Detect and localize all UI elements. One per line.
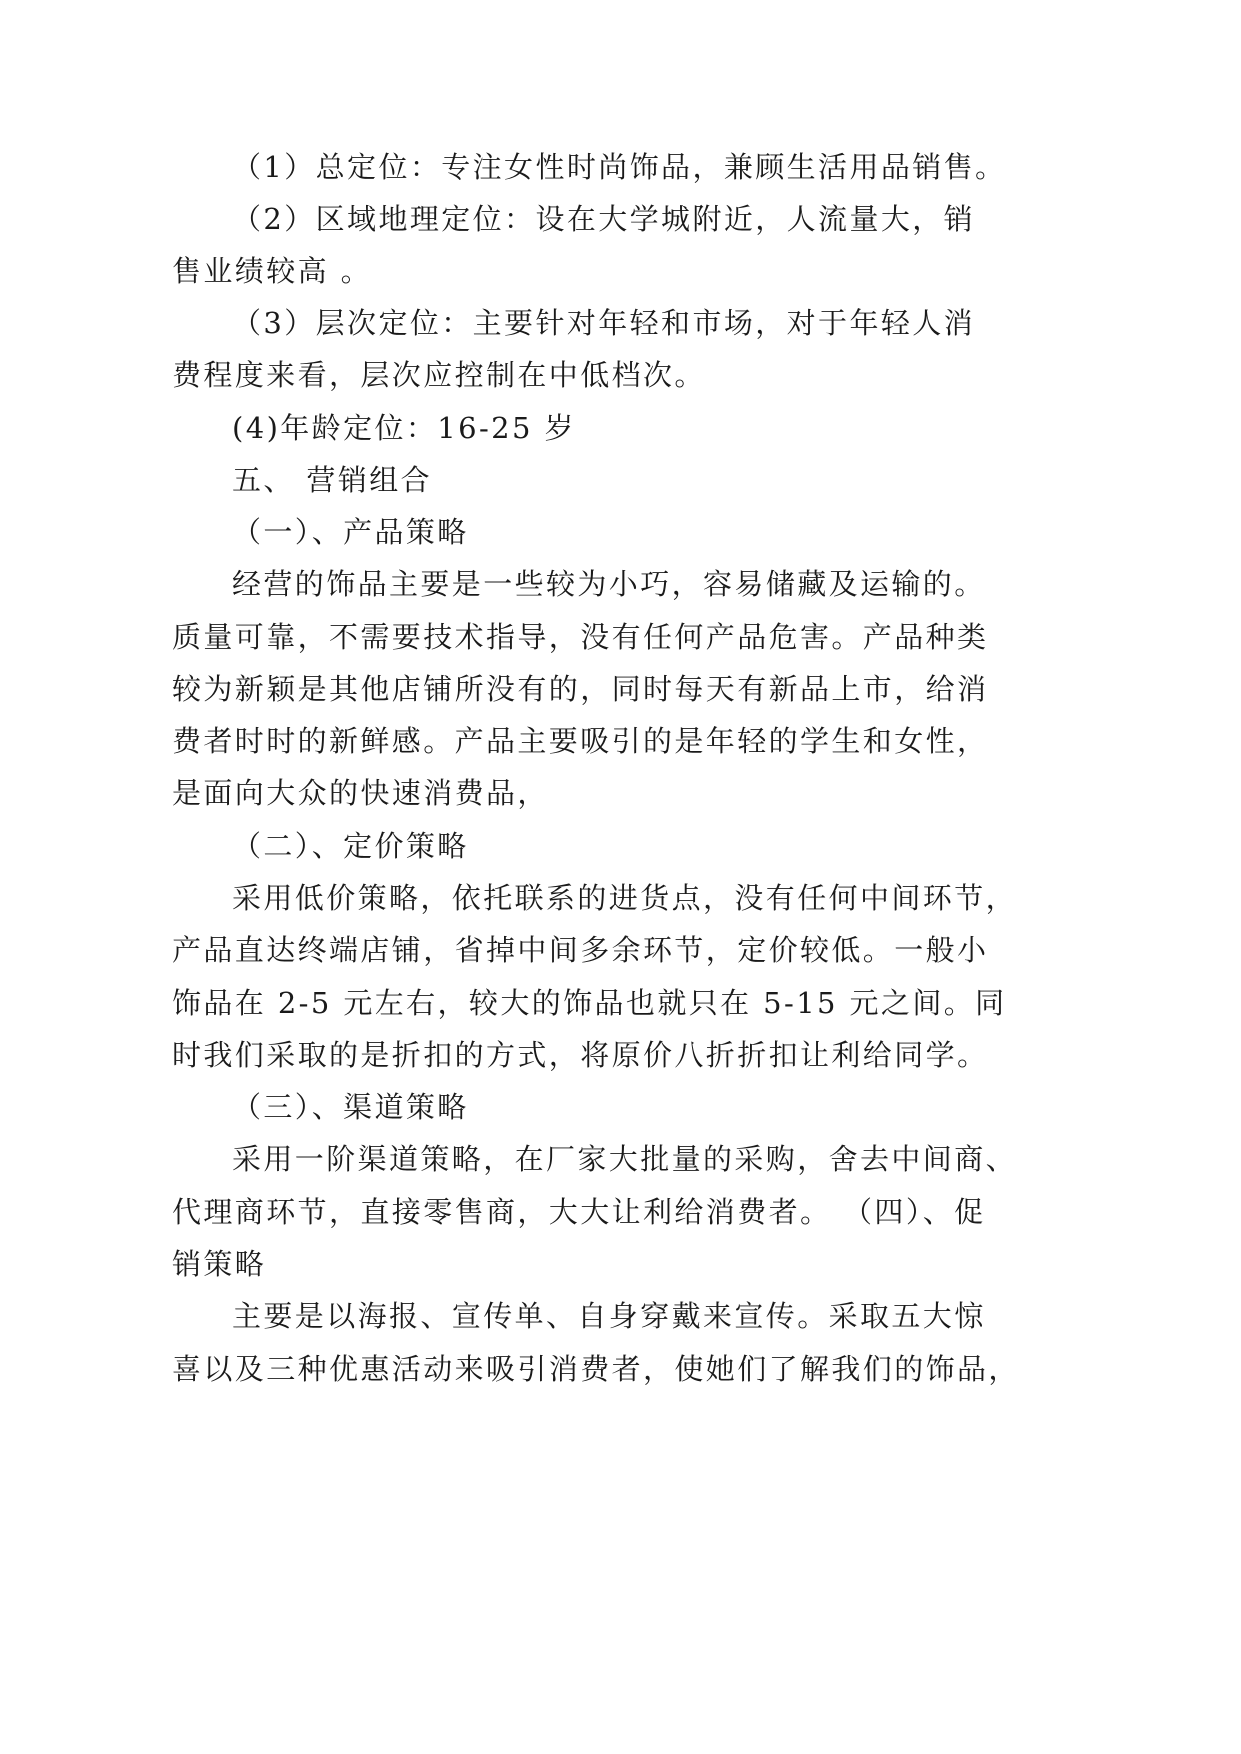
text-line-16: 产品直达终端店铺，省掉中间多余环节，定价较低。一般小: [172, 933, 989, 967]
text-line-6: (4)年龄定位：16-25 岁: [232, 411, 576, 445]
text-line-17: 饰品在 2-5 元左右，较大的饰品也就只在 5-15 元之间。同: [172, 986, 1007, 1020]
text-line-5: 费程度来看，层次应控制在中低档次。: [172, 358, 706, 392]
text-line-1: （1）总定位：专注女性时尚饰品，兼顾生活用品销售。: [232, 150, 1007, 184]
text-line-13: 是面向大众的快速消费品，: [172, 776, 549, 810]
text-line-9: 经营的饰品主要是一些较为小巧，容易储藏及运输的。: [232, 567, 986, 601]
text-line-4: （3）层次定位：主要针对年轻和市场，对于年轻人消: [232, 306, 976, 340]
text-line-11: 较为新颖是其他店铺所没有的，同时每天有新品上市，给消: [172, 672, 989, 706]
text-line-12: 费者时时的新鲜感。产品主要吸引的是年轻的学生和女性，: [172, 724, 989, 758]
text-line-15: 采用低价策略，依托联系的进货点，没有任何中间环节，: [232, 881, 1018, 915]
text-line-10: 质量可靠，不需要技术指导，没有任何产品危害。产品种类: [172, 620, 989, 654]
subheading-pricing-strategy: （二）、定价策略: [232, 829, 469, 863]
text-line-2: （2）区域地理定位：设在大学城附近，人流量大，销: [232, 202, 976, 236]
section-heading-marketing-mix: 五、 营销组合: [232, 463, 433, 497]
text-line-23: 主要是以海报、宣传单、自身穿戴来宣传。采取五大惊: [232, 1299, 986, 1333]
text-line-3: 售业绩较高 。: [172, 254, 373, 288]
subheading-product-strategy: （一）、产品策略: [232, 515, 469, 549]
text-line-20: 采用一阶渠道策略，在厂家大批量的采购，舍去中间商、: [232, 1142, 1018, 1176]
text-line-24: 喜以及三种优惠活动来吸引消费者，使她们了解我们的饰品，: [172, 1352, 1020, 1386]
text-line-18: 时我们采取的是折扣的方式，将原价八折折扣让利给同学。: [172, 1038, 989, 1072]
subheading-channel-strategy: （三）、渠道策略: [232, 1090, 469, 1124]
text-line-21: 代理商环节，直接零售商，大大让利给消费者。 （四）、促: [172, 1195, 986, 1229]
text-line-22: 销策略: [172, 1247, 267, 1281]
